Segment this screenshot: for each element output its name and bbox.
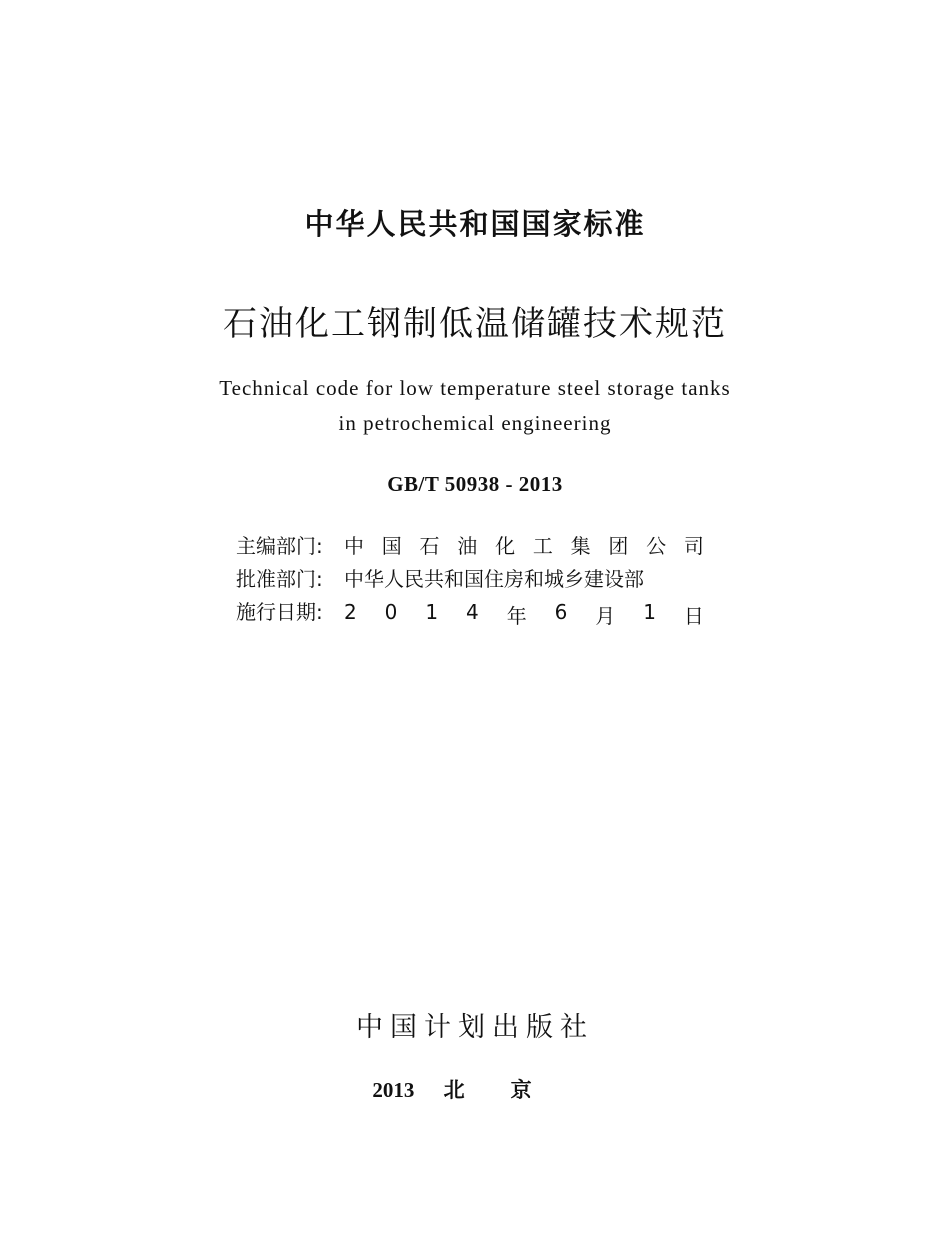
effective-date-label: 施行日期: bbox=[236, 600, 323, 624]
editor-value bbox=[344, 530, 704, 559]
editor-char: 公 bbox=[646, 534, 667, 558]
editor-char: 团 bbox=[608, 534, 629, 558]
date-char: 2 bbox=[344, 600, 357, 624]
title-english-line-2: in petrochemical engineering bbox=[338, 411, 612, 435]
editor-char: 化 bbox=[495, 534, 516, 558]
approver-label: 批准部门: bbox=[236, 567, 323, 591]
editor-char: 油 bbox=[457, 534, 478, 558]
editor-char: 中 bbox=[344, 534, 364, 558]
date-char: 4 bbox=[466, 600, 479, 624]
publisher-name: 中国计划出版社 bbox=[356, 1012, 594, 1043]
editor-char: 国 bbox=[381, 534, 402, 558]
editor-char: 司 bbox=[683, 534, 704, 558]
effective-date-value bbox=[344, 600, 704, 629]
approver-row bbox=[236, 563, 716, 596]
editor-char: 工 bbox=[532, 534, 553, 558]
date-char: 0 bbox=[384, 600, 398, 624]
imprint-year: 2013 bbox=[372, 1078, 415, 1102]
date-char: 月 bbox=[595, 604, 616, 628]
date-char: 1 bbox=[425, 600, 439, 624]
editor-label: 主编部门: bbox=[236, 534, 323, 558]
title-english-line-1: Technical code for low temperature steel storage tanks bbox=[219, 376, 731, 400]
imprint-city: 北京 bbox=[443, 1078, 578, 1102]
editor-char: 石 bbox=[419, 534, 440, 558]
editor-row bbox=[236, 530, 716, 563]
standard-info-block bbox=[236, 530, 716, 629]
date-char: 6 bbox=[554, 600, 568, 624]
effective-date-row bbox=[236, 596, 716, 629]
date-char: 1 bbox=[643, 600, 656, 624]
standard-number: GB/T 50938 - 2013 bbox=[387, 472, 563, 496]
editor-char: 集 bbox=[570, 534, 591, 558]
title-chinese: 石油化工钢制低温储罐技术规范 bbox=[223, 304, 727, 344]
date-char: 日 bbox=[683, 604, 704, 628]
date-char: 年 bbox=[506, 604, 527, 628]
imprint-line bbox=[0, 1074, 950, 1104]
standard-category: 中华人民共和国国家标准 bbox=[304, 207, 646, 241]
approver-value: 中华人民共和国住房和城乡建设部 bbox=[344, 567, 644, 591]
